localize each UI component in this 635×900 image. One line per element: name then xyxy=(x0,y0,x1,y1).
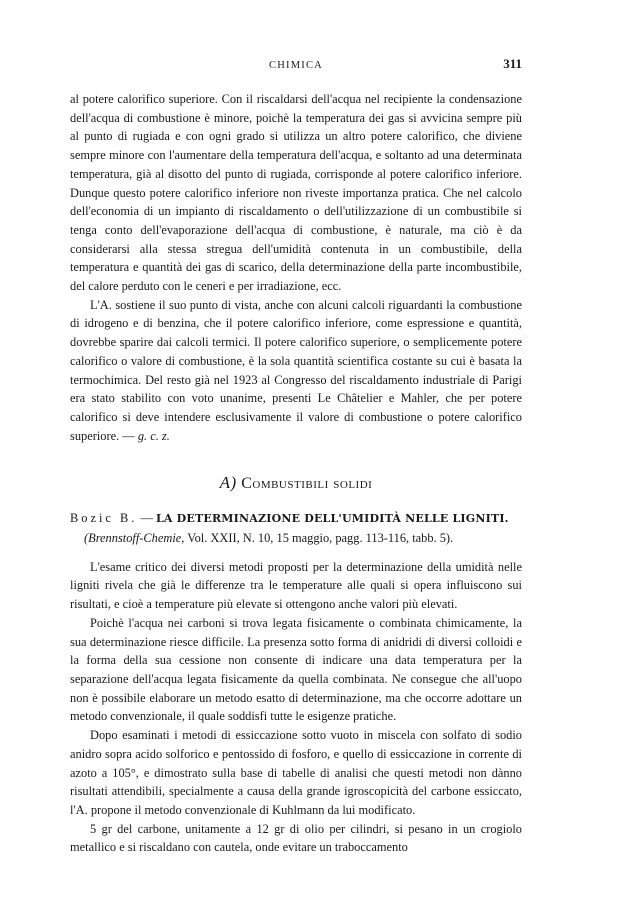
running-title: CHIMICA xyxy=(269,60,323,71)
page xyxy=(70,56,522,857)
entry-citation-details: Vol. XXII, N. 10, 15 maggio, pagg. 113-116, tabb. 5). xyxy=(184,531,454,546)
entry-paragraph-1: L'esame critico dei diversi metodi proposti per la determinazione della umidità nelle ligniti rivela che già le differenze tra le temperature alle quali si opera influiscono sui risultati, e cioè a temperature più elevate si ottengono anche valori più elevati. xyxy=(70,559,522,612)
section-letter: A) xyxy=(219,473,237,493)
paragraph-continued: al potere calorifico superiore. Con il riscaldarsi dell'acqua nel recipiente la condensazione dell'acqua di combustione è minore, poichè la temperatura dei gas si avvicina sempre più al punto di rugiada e con ogni grado si utilizza un altro potere calorifico, che diviene sempre minore con l'aumentare della temperatura dell'acqua, e soltanto ad una determinata temperatura, già al disotto del punto di rugiada, corrisponde al potere calorifico inferiore. Dunque questo potere calorifico inferiore non riveste importanza pratica. Che nel calcolo dell'economia di un impianto di riscaldamento o dell'utilizzazione di un combustibile si tenga conto dell'evaporazione dell'acqua di combustione, è naturale, ma ciò è da considerarsi alla stessa stregua dell'umidità contenuta in un combustibile, della temperatura e quantità dei gas di scarico, della determinazione della parte incombustibile, del calore perduto con le ceneri e per irradiazione, ecc. xyxy=(70,92,522,294)
entry-journal: (Brennstoff-Chemie, xyxy=(84,531,185,546)
entry-paragraph-3: Dopo esaminati i metodi di essiccazione sotto vuoto in miscela con solfato di sodio anidro sopra acido solforico e pentossido di fosforo, e quello di essiccazione in corrente di azoto a 105°, e dimostrato sulla base di tabelle di analisi che questi metodi non dànno risultati attendibili, specialmente a causa della grande igroscopicità del carbone essiccato, l'A. propone il metodo convenzionale di Kuhlmann da lui modificato. xyxy=(70,728,522,817)
entry-title: LA DETERMINAZIONE DELL'UMIDITÀ NELLE LIGNITI. xyxy=(155,512,509,526)
section-heading xyxy=(70,473,522,493)
entry-heading xyxy=(70,509,522,529)
bibliographic-entry xyxy=(70,509,522,547)
paragraph-author-view xyxy=(70,296,522,446)
paragraph-text: L'A. sostiene il suo punto di vista, anche con alcuni calcoli riguardanti la combustione di idrogeno e di benzina, che il potere calorifico inferiore, come espressione e quantità, dovrebbe sparire dai calcoli termici. Il potere calorifico superiore, o semplicemente potere calorifico o valore di combustione, è la sola quantità scientifica costante su cui è basata la termochimica. Del resto già nel 1923 al Congresso del riscaldamento industriale di Parigi era stato stabilito con voto unanime, presenti Le Châtelier e Mahler, che per potere calorifico si deve intendere esclusivamente il valore di combustione o potere calorifico superiore. — xyxy=(70,297,522,443)
entry-citation xyxy=(70,529,522,548)
section-title: Combustibili solidi xyxy=(241,475,373,493)
running-head xyxy=(70,56,522,76)
entry-dash: — xyxy=(137,511,156,526)
entry-paragraph-2: Poichè l'acqua nei carboni si trova legata fisicamente o combinata chimicamente, la sua determinazione riesce difficile. La presenza sotto forma di anidridi di diversi colloidi e la forma della sua cessione non consente di indicare una data temperatura per la separazione dell'acqua legata fisicamente da quella combinata. Ne consegue che all'uopo non è possibile elaborare un metodo esatto di determinazione, ma che occorre adottare un metodo convenzionale, il quale soddisfi tutte le esigenze pratiche. xyxy=(70,615,522,724)
signature: g. c. z. xyxy=(137,428,170,443)
entry-paragraph-4: 5 gr del carbone, unitamente a 12 gr di olio per cilindri, si pesano in un crogiolo metallico e si riscaldano con cautela, onde evitare un traboccamento xyxy=(70,821,522,855)
page-number: 311 xyxy=(503,56,522,71)
entry-author: Bozic B. xyxy=(70,511,138,526)
